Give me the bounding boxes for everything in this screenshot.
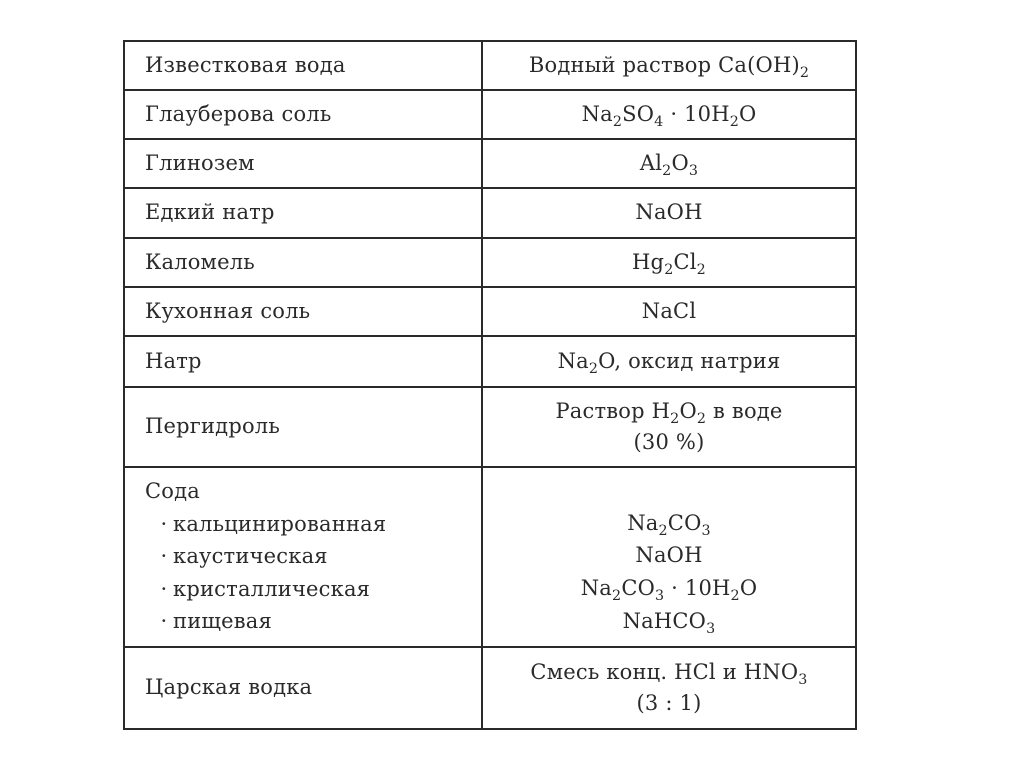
formula-line — [489, 507, 849, 540]
chemical-names-table — [125, 42, 855, 728]
table-row — [125, 387, 855, 467]
soda-variant-name: кристаллическая — [173, 576, 371, 601]
table-row — [125, 139, 855, 188]
formula-text: NaOH — [635, 200, 703, 225]
formula-text: CO — [667, 510, 702, 535]
substance-formula — [482, 188, 855, 238]
list-item — [145, 508, 481, 541]
formula-text: Водный раствор Ca(OH) — [528, 52, 800, 77]
formula-text: · 10H — [663, 101, 730, 126]
substance-name: Кухонная соль — [125, 287, 482, 336]
soda-variant-name: кальцинированная — [173, 511, 387, 536]
formula-subscript: 2 — [612, 113, 623, 130]
formula-text: Al — [639, 150, 663, 175]
substance-name: Глауберова соль — [125, 90, 482, 139]
soda-variant-name: каустическая — [173, 544, 328, 569]
table-row — [125, 90, 855, 139]
formula-line — [489, 427, 849, 459]
substance-formula — [482, 467, 855, 647]
formula-text: Na — [581, 101, 613, 126]
substance-formula — [482, 139, 855, 188]
formula-subscript: 3 — [655, 587, 665, 604]
substance-name: Едкий натр — [125, 188, 482, 238]
formula-text: NaOH — [635, 543, 703, 568]
formula-subscript: 2 — [696, 261, 706, 278]
formula-line — [489, 539, 849, 572]
substance-name: Каломель — [125, 238, 482, 287]
formula-text: Na — [557, 348, 589, 373]
formula-text: O — [739, 101, 757, 126]
bullet-icon: · — [160, 576, 168, 601]
table-row — [125, 188, 855, 238]
formula-text: Na — [627, 510, 659, 535]
formula-subscript: 2 — [670, 410, 680, 427]
substance-formula — [482, 42, 855, 90]
table-row — [125, 336, 855, 387]
formula-subscript: 3 — [798, 671, 808, 688]
formula-text: CO — [621, 576, 655, 600]
soda-variant-name: пищевая — [173, 609, 272, 634]
substance-formula — [482, 336, 855, 387]
formula-text: (30 %) — [633, 430, 705, 454]
formula-line — [489, 605, 849, 638]
soda-variants-list — [145, 508, 481, 638]
formula-subscript: 2 — [730, 587, 740, 604]
substance-formula — [482, 238, 855, 287]
substance-name: Глинозем — [125, 139, 482, 188]
bullet-icon: · — [160, 511, 168, 536]
table-row — [125, 42, 855, 90]
substance-name: Известковая вода — [125, 42, 482, 90]
formula-text: Na — [580, 576, 613, 600]
formula-subscript: 2 — [664, 261, 674, 278]
list-item — [145, 540, 481, 573]
formula-text: Смесь конц. HCl и HNO — [530, 659, 799, 684]
formula-subscript: 4 — [654, 113, 664, 130]
formula-subscript: 2 — [799, 64, 810, 81]
formula-text: O, оксид натрия — [598, 348, 781, 373]
substance-name: Пергидроль — [125, 387, 482, 467]
formula-text: в воде — [706, 398, 783, 423]
formula-subscript: 3 — [706, 620, 716, 637]
formula-subscript: 2 — [729, 113, 739, 130]
table-row — [125, 467, 855, 647]
substance-formula — [482, 387, 855, 467]
bullet-icon: · — [160, 544, 168, 569]
formula-text: (3 : 1) — [636, 691, 702, 715]
substance-name: Натр — [125, 336, 482, 387]
formula-text: Cl — [673, 249, 697, 274]
formula-text: O — [679, 398, 697, 423]
formula-text: Раствор H — [555, 398, 671, 423]
formula-text: NaCl — [641, 298, 697, 323]
table-row — [125, 647, 855, 728]
formula-text: O — [739, 576, 758, 600]
substance-name: Царская водка — [125, 647, 482, 728]
list-item — [145, 573, 481, 606]
formula-subscript: 2 — [696, 410, 707, 427]
formula-line — [489, 396, 849, 428]
chemical-names-table-frame — [123, 40, 857, 730]
formula-subscript: 2 — [658, 522, 668, 539]
formula-text: · 10H — [664, 576, 731, 600]
formula-subscript: 3 — [701, 522, 711, 539]
formula-text: Hg — [632, 249, 665, 274]
formula-subscript: 3 — [688, 162, 699, 179]
formula-line — [489, 657, 849, 689]
substance-formula — [482, 287, 855, 336]
formula-line — [489, 688, 849, 720]
table-row — [125, 238, 855, 287]
soda-heading: Сода — [145, 479, 200, 504]
formula-subscript: 2 — [588, 360, 599, 377]
formula-text: SO — [622, 101, 655, 126]
table-row — [125, 287, 855, 336]
formula-line — [489, 572, 849, 605]
substance-formula — [482, 647, 855, 728]
bullet-icon: · — [160, 609, 168, 634]
substance-name — [125, 467, 482, 647]
formula-subscript: 2 — [612, 587, 622, 604]
formula-text: O — [671, 150, 689, 175]
formula-subscript: 2 — [662, 162, 672, 179]
list-item — [145, 605, 481, 638]
substance-formula — [482, 90, 855, 139]
formula-text: NaHCO — [622, 608, 707, 633]
